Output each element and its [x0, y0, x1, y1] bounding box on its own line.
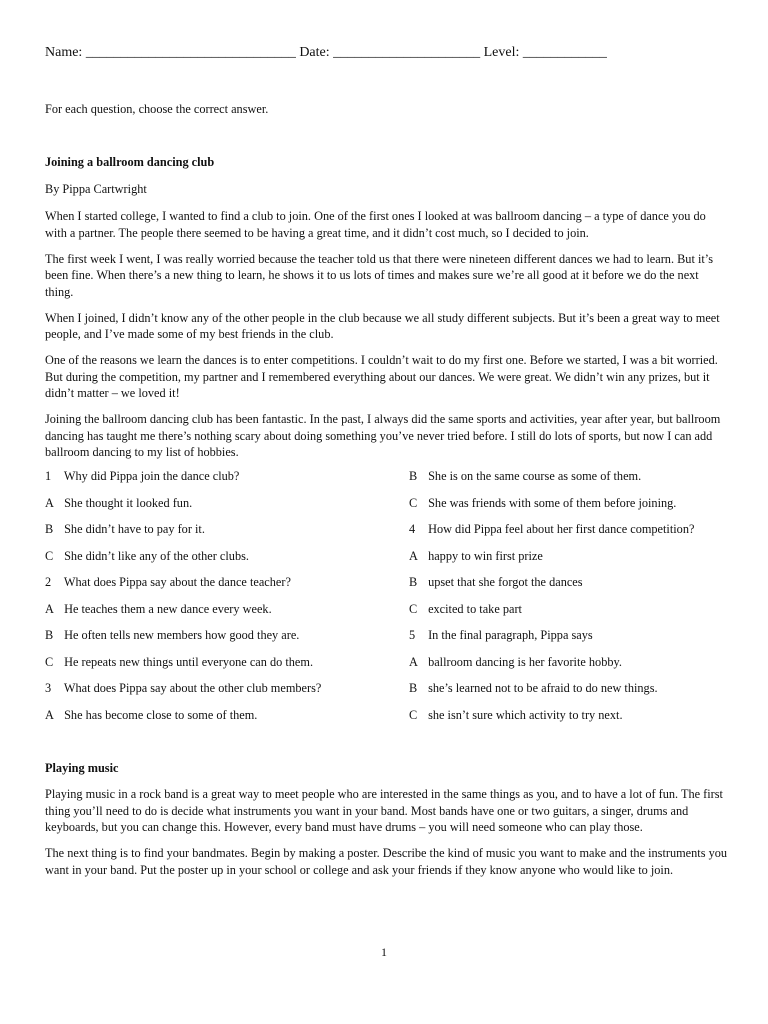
option-text: She didn’t have to pay for it.: [64, 522, 205, 536]
answer-option: [45, 654, 405, 681]
article-title: Playing music: [45, 761, 119, 775]
question-line: [45, 680, 405, 707]
student-info-line: [45, 45, 607, 62]
option-label: C: [409, 601, 418, 616]
question-label: 4: [409, 522, 416, 536]
answer-option: [45, 707, 405, 734]
option-label: A: [45, 601, 54, 616]
option-text: She has become close to some of them.: [64, 707, 258, 722]
question-label: 5: [409, 628, 416, 642]
answer-option: [45, 521, 405, 548]
option-text: upset that she forgot the dances: [428, 575, 583, 589]
option-label: B: [45, 628, 54, 642]
answer-option: [409, 707, 739, 734]
article-paragraph: The next thing is to find your bandmates. Begin by making a poster. Describe the kind of music you want to make and the instruments you want in your band. Put the poster up in your school or college and ask your friends if they know anyone who would like to join.: [45, 846, 728, 877]
answer-option: [409, 495, 739, 522]
option-label: B: [409, 469, 418, 483]
article-paragraph: When I joined, I didn’t know any of the other people in the club because we all study different subjects. But it’s been a great way to meet people, and I’ve made some of my best friends in the club.: [45, 310, 720, 341]
article-paragraph: Joining the ballroom dancing club has been fantastic. In the past, I always did the same sports and activities, year after year, but ballroom dancing has taught me there’s nothing scary about doing something you’ve never tried before. I still do lots of sports, but now I can add ballroom dancing to my list of hobbies.: [45, 412, 721, 459]
option-label: A: [409, 548, 418, 563]
article-title: Joining a ballroom dancing club: [45, 155, 215, 169]
question-text: How did Pippa feel about her first dance competition?: [428, 522, 695, 536]
answer-option: [45, 627, 405, 654]
question-text: What does Pippa say about the other club members?: [63, 681, 322, 695]
answer-option: [409, 601, 739, 628]
option-text: He often tells new members how good they are.: [64, 628, 300, 642]
question-label: 2: [45, 575, 52, 589]
answer-option: [409, 468, 739, 495]
answer-option: [409, 574, 739, 601]
option-label: B: [409, 575, 418, 589]
instructions: For each question, choose the correct answer.: [45, 102, 269, 116]
page-number: 1: [381, 945, 387, 959]
option-text: He teaches them a new dance every week.: [64, 601, 272, 616]
answer-option: [409, 548, 739, 575]
answer-option: [409, 680, 739, 707]
question-label: 3: [45, 681, 52, 695]
option-text: happy to win first prize: [428, 548, 543, 563]
question-text: Why did Pippa join the dance club?: [63, 469, 240, 483]
option-text: ballroom dancing is her favorite hobby.: [428, 654, 622, 669]
article-paragraph: The first week I went, I was really worried because the teacher told us that there were nineteen different dances we had to learn. But it’s been fine. When there’s a new thing to learn, he shows it to us lots of times and makes sure we’re all good at it before we do the next thing.: [45, 251, 713, 299]
question-label: 1: [45, 469, 52, 483]
question-text: What does Pippa say about the dance teacher?: [63, 575, 291, 589]
option-label: A: [409, 654, 418, 669]
option-label: B: [45, 522, 54, 536]
article-paragraph: One of the reasons we learn the dances is to enter competitions. I couldn’t wait to do my first one. Before we started, I was a bit worried. But during the competition, my partner and I remembered everything about our dances. We were great. We didn’t win any prizes, but it didn’t matter – we loved it!: [45, 353, 718, 400]
question-line: [45, 574, 405, 601]
option-text: She thought it looked fun.: [64, 495, 193, 510]
article-body: [45, 786, 730, 888]
article-body: [45, 208, 730, 470]
question-line: [45, 468, 405, 495]
option-label: A: [45, 495, 54, 510]
option-label: B: [409, 681, 418, 695]
article-paragraph: Playing music in a rock band is a great way to meet people who are interested in the same things as you, and to have a lot of fun. The first thing you’ll need to do is decide what instruments you want in your band. Most bands have one or two guitars, a singer, drums and keyboards, but you can change this. However, every band must have drums – you will need someone who can play those.: [45, 787, 723, 834]
option-text: excited to take part: [428, 601, 522, 616]
question-line: [409, 521, 739, 548]
option-text: She was friends with some of them before joining.: [428, 495, 677, 510]
article-paragraph: When I started college, I wanted to find a club to join. One of the first ones I looked at was ballroom dancing – a type of dance you do with a partner. The people there seemed to be having a great time, and it didn’t cost much, so I decided to join.: [45, 209, 706, 240]
answer-option: [45, 495, 405, 522]
student-info-text: Name: ______________________________ Date: _____________________ Level: ____________: [45, 45, 607, 60]
answer-option: [409, 654, 739, 681]
question-text: In the final paragraph, Pippa says: [428, 628, 593, 642]
option-text: She is on the same course as some of them.: [428, 469, 642, 483]
answer-option: [45, 601, 405, 628]
question-line: [409, 627, 739, 654]
option-text: she’s learned not to be afraid to do new things.: [428, 681, 658, 695]
option-label: C: [45, 654, 54, 669]
option-text: He repeats new things until everyone can do them.: [64, 654, 314, 669]
option-text: She didn’t like any of the other clubs.: [64, 548, 249, 563]
questions-right-column: [409, 468, 739, 733]
option-text: she isn’t sure which activity to try next.: [428, 707, 623, 722]
option-label: C: [409, 707, 418, 722]
option-label: C: [45, 548, 54, 563]
article-byline: By Pippa Cartwright: [45, 182, 147, 196]
questions-left-column: [45, 468, 405, 733]
option-label: A: [45, 707, 54, 722]
answer-option: [45, 548, 405, 575]
option-label: C: [409, 495, 418, 510]
